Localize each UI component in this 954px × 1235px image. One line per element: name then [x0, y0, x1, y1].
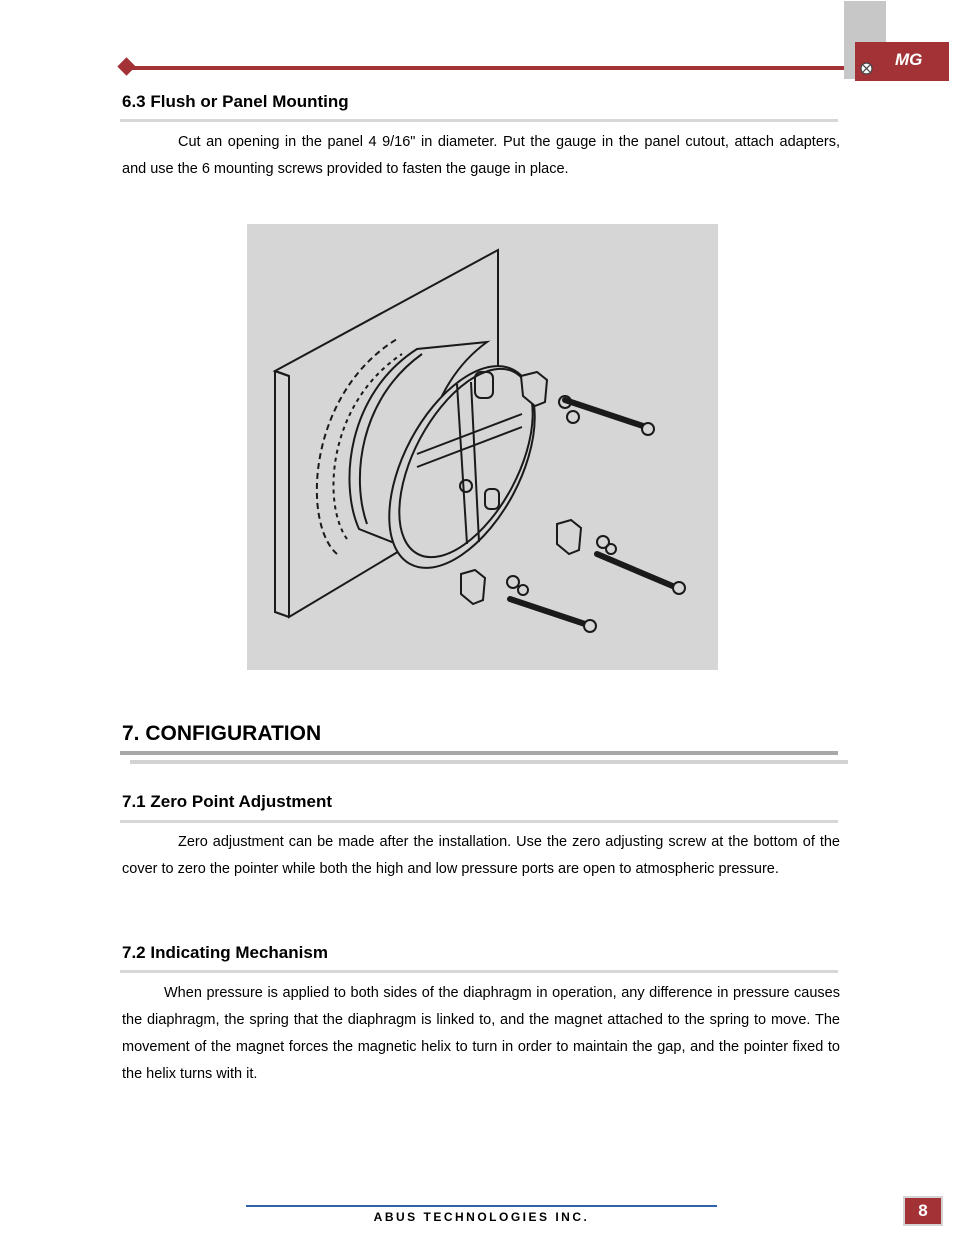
section-7-1-rule — [120, 820, 838, 823]
footer-rule — [246, 1205, 717, 1207]
section-6-3-rule — [120, 119, 838, 122]
footer-company: ABUS TECHNOLOGIES INC. — [373, 1210, 590, 1224]
header-tab-label: MG — [895, 50, 923, 69]
panel-mounting-figure — [247, 224, 718, 670]
section-7-title: 7. CONFIGURATION — [122, 722, 322, 745]
section-7-rule-light — [130, 760, 848, 764]
section-7-1-body: Zero adjustment can be made after the installation. Use the zero adjusting screw at the bottom of the cover to zero the pointer while both the high and low pressure ports are open to atmospheric pressure. — [122, 834, 840, 877]
panel-mounting-diagram — [247, 224, 718, 670]
section-7-1-title: 7.1 Zero Point Adjustment — [122, 792, 333, 811]
circled-x-icon — [860, 62, 873, 75]
page-number: 8 — [903, 1196, 943, 1226]
section-6-3-body: Cut an opening in the panel 4 9/16" in diameter. Put the gauge in the panel cutout, attach adapters, and use the 6 mounting screws provided to fasten the gauge in place. — [122, 134, 840, 177]
section-7-2-rule — [120, 970, 838, 973]
section-7-2-body: When pressure is applied to both sides of the diaphragm in operation, any difference in pressure causes the diaphragm, the spring that the diaphragm is linked to, and the magnet attached to the spring to move. The movement of the magnet forces the magnetic helix to turn in order to maintain the gap, and the pointer fixed to the helix turns with it. — [122, 985, 840, 1082]
section-7-rule-dark — [120, 751, 838, 755]
section-6-3-title: 6.3 Flush or Panel Mounting — [122, 92, 349, 111]
section-7-2-title: 7.2 Indicating Mechanism — [122, 943, 328, 962]
header-diamond — [117, 57, 135, 75]
header-rule — [126, 66, 850, 70]
